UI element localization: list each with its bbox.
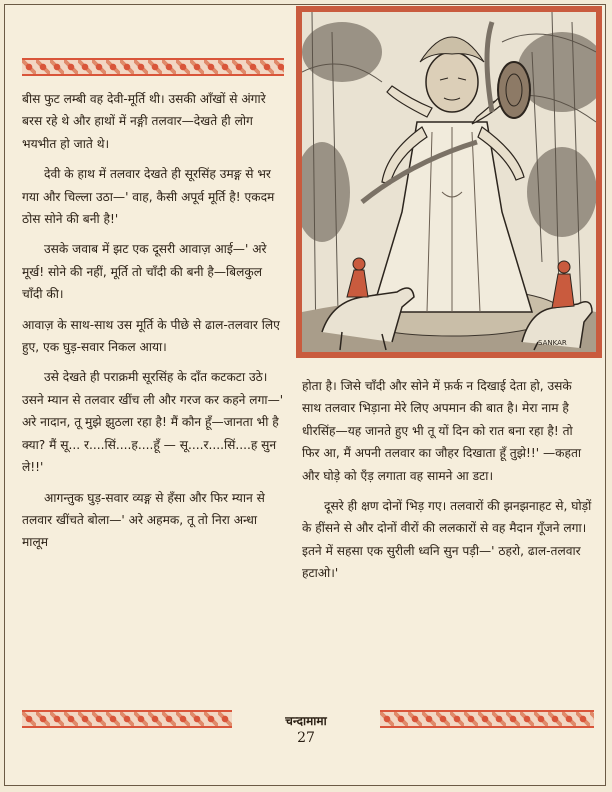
illustration-panel [296,6,602,358]
goddess-statue-illustration [302,12,596,352]
bottom-left-decorative-border [22,710,232,728]
paragraph: उसे देखते ही पराक्रमी सूरसिंह के दाँत कटकटा उठे। उसने म्यान से तलवार खींच ली और गरज कर कहने लगा—' अरे नादान, तू मुझे झुठला रहा है! मैं कौन हूँ—जानता भी है क्या? मैं सू... र....सिं....ह....हूँ — सू....र....सिं....ह सुन ले!!' [22,370,284,475]
magazine-title: चन्दामामा [285,714,327,728]
paragraph: होता है। जिसे चाँदी और सोने में फ़र्क न दिखाई देता हो, उसके साथ तलवार भिड़ाना मेरे लिए अपमान की बात है। मेरा नाम है धीरसिंह—यह जानते हुए भी तू यों दिन को रात बना रहा है! तो फिर आ, मैं अपनी तलवार का जौहर दिखाता हूँ तुझे!!' —कहता और घोड़े को एँड़ लगाता वह सामने आ डटा। [302,379,582,483]
bottom-right-decorative-border [380,710,594,728]
right-text-column [302,375,594,593]
paragraph: उसके जवाब में झट एक दूसरी आवाज़ आई—' अरे मूर्ख! सोने की नहीं, मूर्ति तो चाँदी की बनी है—बिलकुल चाँदी की। [22,242,267,302]
paragraph: आवाज़ के साथ-साथ उस मूर्ति के पीछे से ढाल-तलवार लिए हुए, एक घुड़-सवार निकल आया। [22,317,280,355]
page-number: 27 [297,730,315,746]
paragraph: देवी के हाथ में तलवार देखते ही सूरसिंह उमङ्ग से भर गया और चिल्ला उठा—' वाह, कैसी अपूर्व मूर्ति है! एकदम ठोस सोने की बनी है!' [22,167,275,227]
paragraph: दूसरे ही क्षण दोनों भिड़ गए। तलवारों की झनझनाहट से, घोड़ों के हींसने से और दोनों वीरों की ललकारों से वह मैदान गूँजने लगा। इतने में सहसा एक सुरीली ध्वनि सुन पड़ी—' ठहरो, ढाल-तलवार हटाओ।' [302,499,592,581]
left-text-column [22,88,284,562]
top-decorative-border [22,58,284,76]
artist-signature: SANKAR [538,339,567,347]
paragraph: आगन्तुक घुड़-सवार व्यङ्ग से हँसा और फिर म्यान से तलवार खींचते बोला—' अरे अहमक, तू तो निरा अन्धा मालूम [22,490,265,550]
paragraph: बीस फुट लम्बी वह देवी-मूर्ति थी। उसकी आँखों से अंगारे बरस रहे थे और हाथों में नङ्गी तलवार—देखते ही लोग भयभीत हो जाते थे। [22,92,266,151]
